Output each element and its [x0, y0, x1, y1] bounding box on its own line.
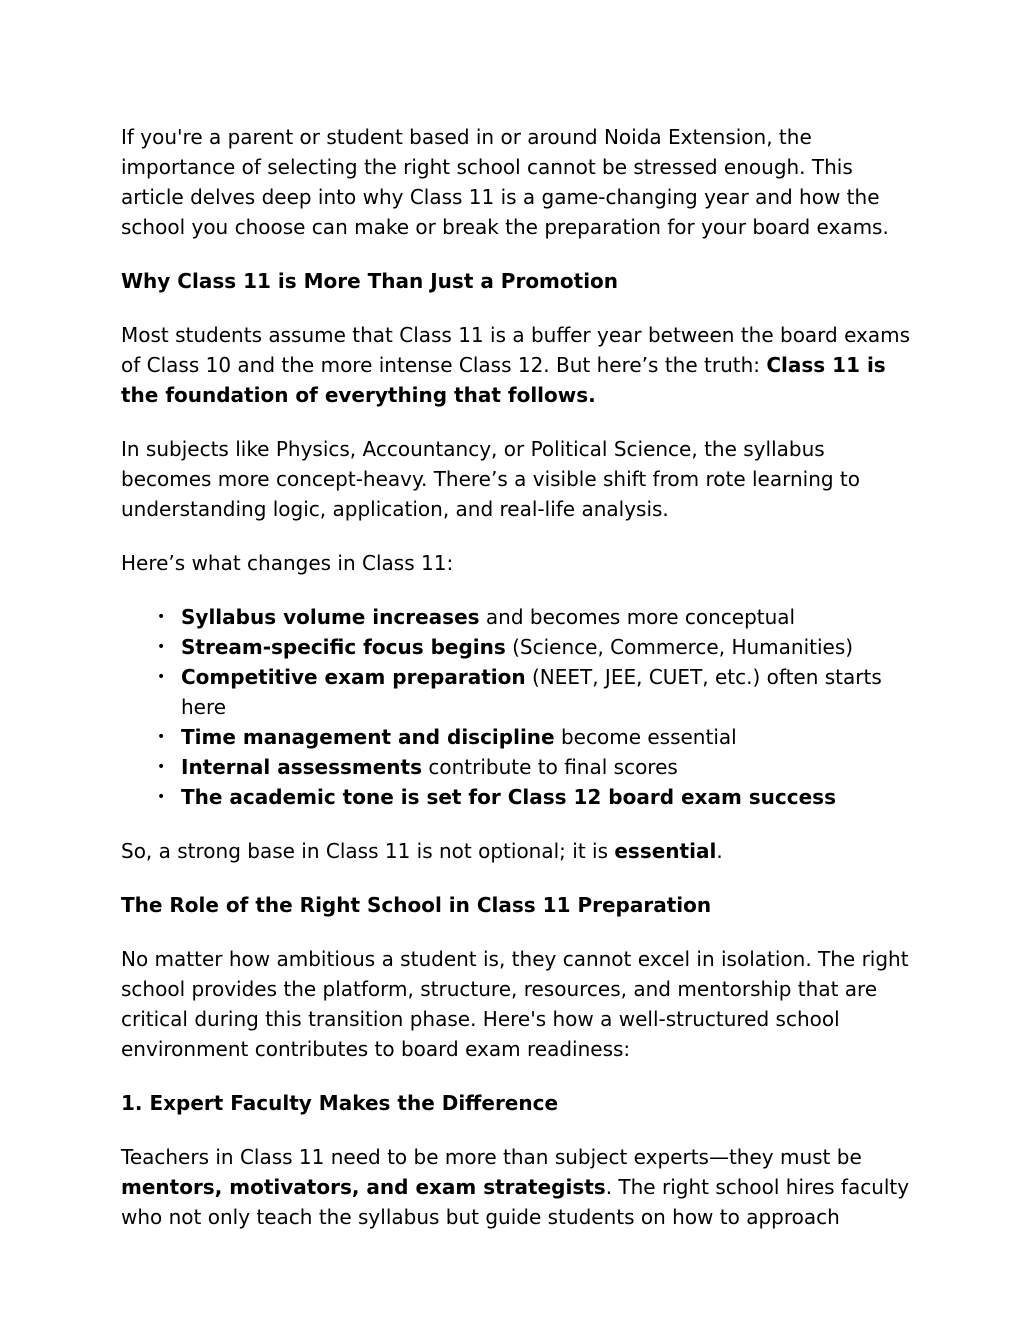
- heading-why-class-11: Why Class 11 is More Than Just a Promotion: [121, 269, 619, 293]
- paragraph-strong-base-text: So, a strong base in Class 11 is not optional; it is: [121, 839, 615, 863]
- list-item: [181, 752, 914, 782]
- list-item-bold: Stream-specific focus begins: [181, 635, 506, 659]
- list-item: [181, 722, 914, 752]
- paragraph-teachers-text: Teachers in Class 11 need to be more than subject experts—they must be: [121, 1145, 862, 1169]
- heading-expert-faculty: 1. Expert Faculty Makes the Difference: [121, 1091, 559, 1115]
- list-item: [181, 602, 914, 632]
- list-item-text: (Science, Commerce, Humanities): [505, 635, 854, 659]
- paragraph-teachers-bold: mentors, motivators, and exam strategists: [121, 1175, 606, 1199]
- list-item: [181, 662, 914, 722]
- list-item-text: (NEET, JEE, CUET, etc.) often starts here: [181, 665, 882, 719]
- list-item: [181, 632, 914, 662]
- list-item-bold: Competitive exam preparation: [181, 665, 526, 689]
- list-item: [181, 782, 914, 812]
- paragraph-strong-base: [121, 836, 914, 866]
- heading-role-of-school: The Role of the Right School in Class 11 Preparation: [121, 893, 712, 917]
- paragraph-buffer-year-text: Most students assume that Class 11 is a buffer year between the board exams of Class 10 and the more intense Class 12. But here’s the truth:: [121, 323, 911, 377]
- changes-list: [121, 602, 914, 812]
- paragraph-buffer-year: [121, 320, 914, 410]
- list-item-text: become essential: [554, 725, 737, 749]
- paragraph-isolation: No matter how ambitious a student is, they cannot excel in isolation. The right school provides the platform, structure, resources, and mentorship that are critical during this transition phase. Here's how a well-structured school environment contributes to board exam readiness:: [121, 947, 909, 1061]
- list-item-bold: The academic tone is set for Class 12 board exam success: [181, 785, 836, 809]
- paragraph-strong-base-end: .: [716, 839, 723, 863]
- paragraph-changes-intro: Here’s what changes in Class 11:: [121, 551, 454, 575]
- paragraph-teachers-end: . The right school hires faculty who not only teach the syllabus but guide students on how to approach: [121, 1175, 910, 1229]
- paragraph-teachers: [121, 1142, 914, 1232]
- list-item-bold: Syllabus volume increases: [181, 605, 480, 629]
- list-item-text: and becomes more conceptual: [479, 605, 796, 629]
- paragraph-buffer-year-bold: Class 11 is the foundation of everything that follows.: [121, 353, 886, 407]
- list-item-text: contribute to final scores: [422, 755, 678, 779]
- intro-paragraph: If you're a parent or student based in or around Noida Extension, the importance of selecting the right school cannot be stressed enough. This article delves deep into why Class 11 is a game-changing year and how the school you choose can make or break the preparation for your board exams.: [121, 125, 889, 239]
- paragraph-concept-heavy: In subjects like Physics, Accountancy, or Political Science, the syllabus becomes more concept-heavy. There’s a visible shift from rote learning to understanding logic, application, and real-life analysis.: [121, 437, 861, 521]
- list-item-bold: Internal assessments: [181, 755, 423, 779]
- list-item-bold: Time management and discipline: [181, 725, 555, 749]
- paragraph-strong-base-bold: essential: [614, 839, 717, 863]
